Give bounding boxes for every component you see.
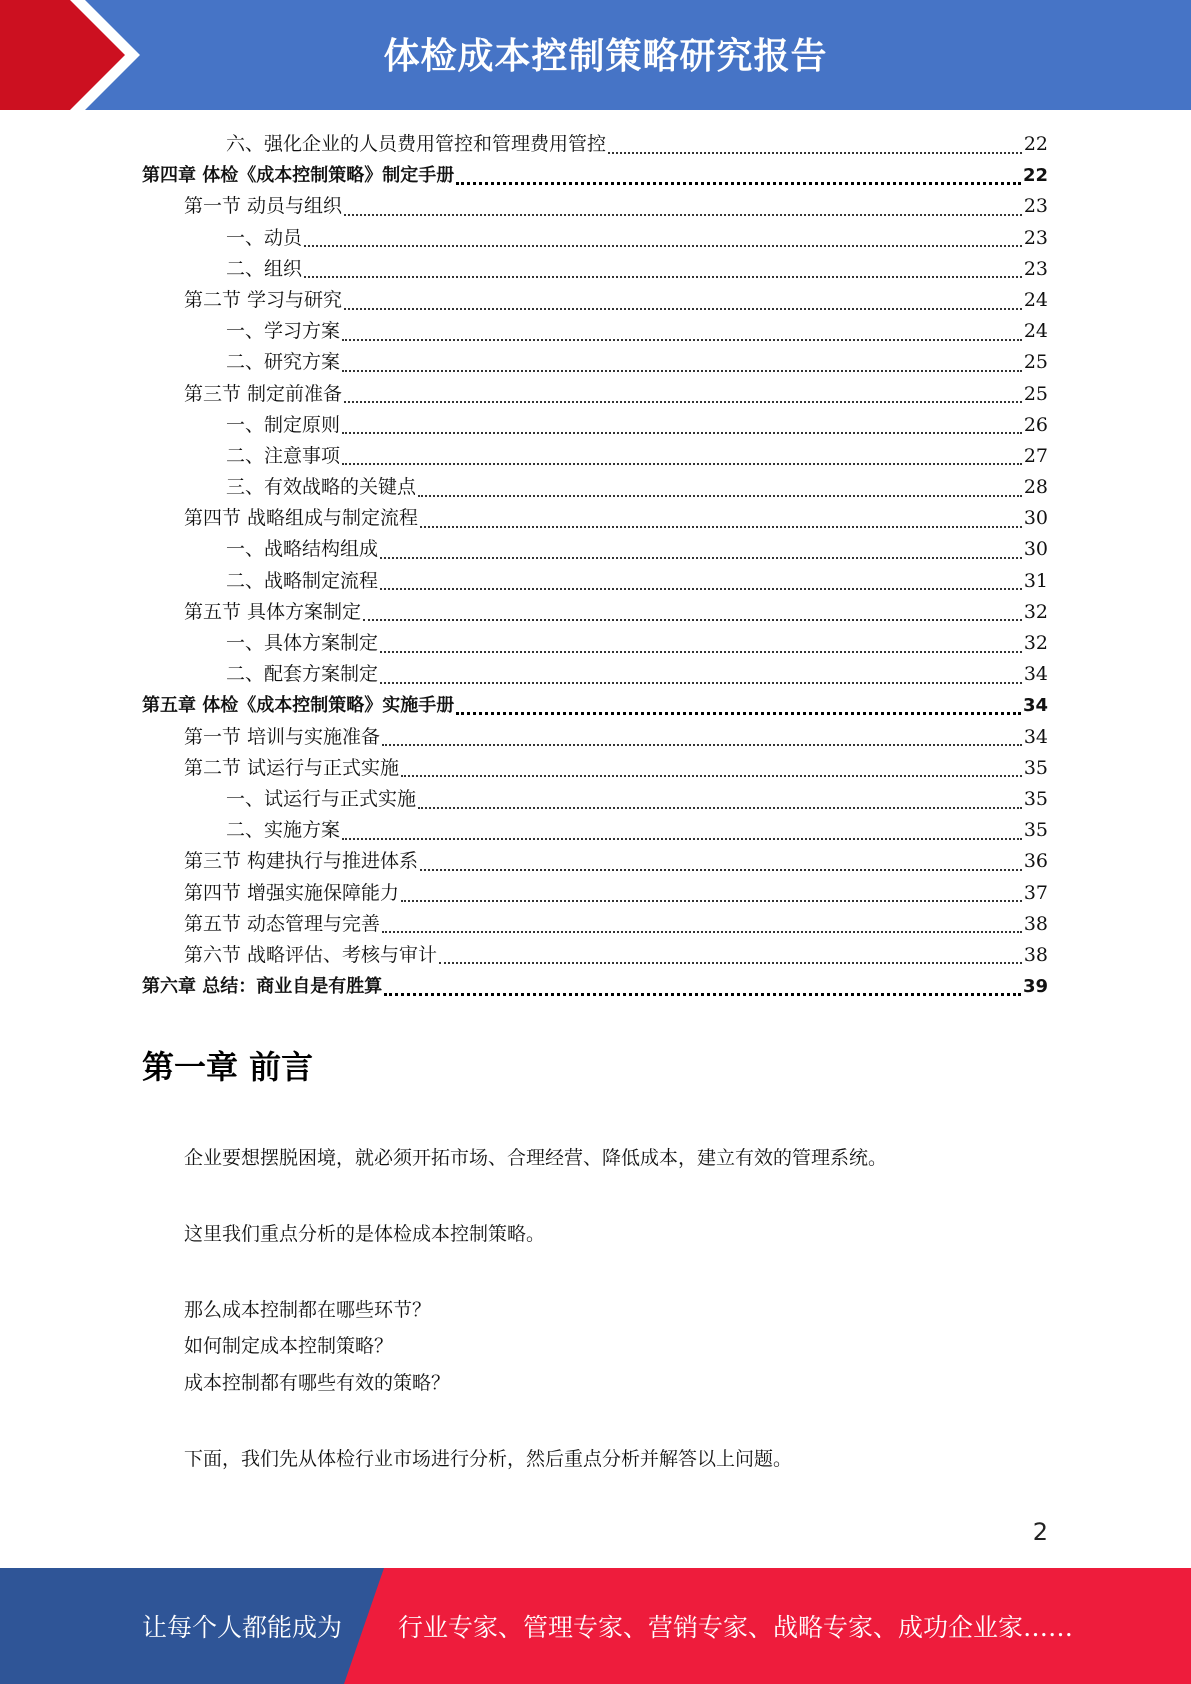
toc-entry-title: 第六章 总结：商业自是有胜算 (142, 976, 383, 998)
page-number: 2 (1032, 1518, 1048, 1546)
toc-entry[interactable] (142, 160, 1048, 191)
toc-entry-page: 24 (1023, 320, 1048, 343)
toc-entry-title: 第五节 具体方案制定 (184, 600, 362, 623)
toc-dot-leader (456, 712, 1021, 715)
toc-dot-leader (418, 495, 1022, 497)
toc-entry[interactable] (142, 690, 1048, 721)
toc-entry[interactable] (142, 223, 1048, 254)
toc-entry-title: 第六节 战略评估、考核与审计 (184, 943, 438, 966)
toc-entry-page: 35 (1023, 787, 1048, 810)
toc-dot-leader (456, 182, 1021, 185)
toc-entry[interactable] (142, 347, 1048, 378)
toc-entry-page: 35 (1023, 756, 1048, 779)
toc-entry-page: 23 (1023, 195, 1048, 218)
toc-entry[interactable] (142, 815, 1048, 846)
paragraph: 这里我们重点分析的是体检成本控制策略。 (184, 1223, 546, 1245)
toc-entry[interactable] (142, 379, 1048, 410)
toc-dot-leader (344, 214, 1022, 216)
toc-entry-title: 二、研究方案 (226, 351, 341, 374)
toc-entry-page: 32 (1023, 600, 1048, 623)
toc-entry[interactable] (142, 971, 1048, 1002)
toc-entry[interactable] (142, 878, 1048, 909)
toc-entry-title: 二、实施方案 (226, 819, 341, 842)
toc-dot-leader (439, 962, 1022, 964)
toc-entry[interactable] (142, 659, 1048, 690)
toc-entry-page: 25 (1023, 382, 1048, 405)
toc-entry-page: 34 (1023, 725, 1048, 748)
toc-dot-leader (382, 744, 1022, 746)
report-title: 体检成本控制策略研究报告 (383, 36, 828, 77)
toc-entry-title: 第三节 制定前准备 (184, 382, 343, 405)
paragraph: 那么成本控制都在哪些环节？ (184, 1299, 432, 1321)
footer-slogan-left: 让每个人都能成为 (142, 1613, 343, 1642)
toc-entry-page: 39 (1022, 976, 1048, 998)
toc-entry-page: 31 (1023, 569, 1048, 592)
toc-dot-leader (363, 619, 1022, 621)
toc-entry-page: 22 (1022, 165, 1048, 187)
toc-entry-page: 38 (1023, 912, 1048, 935)
toc-entry[interactable] (142, 753, 1048, 784)
toc-dot-leader (380, 651, 1022, 653)
toc-entry-page: 37 (1023, 881, 1048, 904)
paragraph: 下面，我们先从体检行业市场进行分析，然后重点分析并解答以上问题。 (184, 1448, 793, 1470)
toc-entry-title: 一、制定原则 (226, 413, 341, 436)
toc-entry-page: 35 (1023, 819, 1048, 842)
toc-dot-leader (342, 339, 1022, 341)
paragraph: 如何制定成本控制策略？ (184, 1335, 394, 1357)
toc-entry[interactable] (142, 846, 1048, 877)
toc-entry-title: 第二节 试运行与正式实施 (184, 756, 400, 779)
toc-entry-title: 第三节 构建执行与推进体系 (184, 850, 419, 873)
toc-dot-leader (401, 775, 1022, 777)
toc-entry[interactable] (142, 410, 1048, 441)
toc-entry-title: 第五章 体检《成本控制策略》实施手册 (142, 695, 455, 717)
toc-entry-title: 二、注意事项 (226, 444, 341, 467)
toc-dot-leader (342, 838, 1022, 840)
toc-entry-title: 一、具体方案制定 (226, 632, 379, 654)
toc-entry[interactable] (142, 628, 1048, 659)
toc-entry-title: 一、战略结构组成 (226, 538, 379, 561)
toc-dot-leader (608, 152, 1022, 154)
toc-dot-leader (384, 993, 1021, 996)
toc-entry-title: 第四节 增强实施保障能力 (184, 881, 400, 904)
toc-entry[interactable] (142, 285, 1048, 316)
toc-entry-title: 二、组织 (226, 257, 303, 280)
toc-entry-page: 27 (1023, 444, 1048, 467)
table-of-contents (142, 129, 1048, 1002)
toc-entry[interactable] (142, 722, 1048, 753)
toc-entry-page: 24 (1023, 288, 1048, 311)
toc-entry[interactable] (142, 254, 1048, 285)
toc-entry[interactable] (142, 316, 1048, 347)
paragraph: 企业要想摆脱困境，就必须开拓市场、合理经营、降低成本，建立有效的管理系统。 (184, 1147, 888, 1169)
page-footer (0, 1568, 1191, 1684)
toc-dot-leader (380, 682, 1022, 684)
toc-entry[interactable] (142, 909, 1048, 940)
toc-entry-page: 23 (1023, 226, 1048, 249)
toc-entry-title: 第一节 培训与实施准备 (184, 725, 381, 748)
toc-entry-title: 一、试运行与正式实施 (226, 787, 417, 810)
footer-slogan-right: 行业专家、管理专家、营销专家、战略专家、成功企业家…… (398, 1613, 1074, 1642)
toc-entry-title: 六、强化企业的人员费用管控和管理费用管控 (226, 133, 607, 155)
toc-dot-leader (342, 463, 1022, 465)
toc-entry-title: 一、学习方案 (226, 320, 341, 343)
toc-entry[interactable] (142, 534, 1048, 565)
toc-entry-title: 第一节 动员与组织 (184, 195, 343, 218)
toc-dot-leader (401, 900, 1022, 902)
toc-dot-leader (420, 526, 1022, 528)
toc-entry-page: 30 (1023, 538, 1048, 561)
toc-dot-leader (418, 807, 1022, 809)
toc-entry[interactable] (142, 191, 1048, 222)
toc-entry[interactable] (142, 441, 1048, 472)
toc-dot-leader (380, 588, 1022, 590)
toc-entry-title: 一、动员 (226, 226, 303, 249)
toc-entry-title: 三、有效战略的关键点 (226, 476, 417, 499)
toc-dot-leader (380, 557, 1022, 559)
toc-entry-title: 二、配套方案制定 (226, 663, 379, 686)
chapter-heading: 第一章 前言 (142, 1048, 314, 1086)
toc-entry-title: 第四节 战略组成与制定流程 (184, 507, 419, 530)
toc-entry[interactable] (142, 597, 1048, 628)
toc-dot-leader (304, 276, 1022, 278)
toc-dot-leader (420, 869, 1022, 871)
toc-dot-leader (342, 370, 1022, 372)
page-header (0, 0, 1191, 110)
toc-entry-title: 二、战略制定流程 (226, 569, 379, 592)
toc-dot-leader (304, 245, 1022, 247)
toc-entry-page: 23 (1023, 257, 1048, 280)
toc-entry-page: 30 (1023, 507, 1048, 530)
toc-entry[interactable] (142, 784, 1048, 815)
toc-entry[interactable] (142, 566, 1048, 597)
toc-dot-leader (382, 931, 1022, 933)
toc-entry[interactable] (142, 940, 1048, 971)
toc-entry-page: 36 (1023, 850, 1048, 873)
toc-entry-title: 第二节 学习与研究 (184, 288, 343, 311)
toc-entry-page: 28 (1023, 476, 1048, 499)
toc-entry-page: 32 (1023, 632, 1048, 654)
toc-entry-title: 第四章 体检《成本控制策略》制定手册 (142, 165, 455, 187)
paragraph: 成本控制都有哪些有效的策略？ (184, 1372, 451, 1394)
toc-dot-leader (344, 308, 1022, 310)
toc-entry-page: 25 (1023, 351, 1048, 374)
toc-entry-page: 34 (1022, 695, 1048, 717)
toc-entry[interactable] (142, 472, 1048, 503)
toc-entry[interactable] (142, 503, 1048, 534)
toc-entry-title: 第五节 动态管理与完善 (184, 912, 381, 935)
toc-entry-page: 26 (1023, 413, 1048, 436)
toc-entry[interactable] (142, 129, 1048, 160)
toc-entry-page: 38 (1023, 943, 1048, 966)
toc-dot-leader (344, 401, 1022, 403)
toc-dot-leader (342, 432, 1022, 434)
toc-entry-page: 34 (1023, 663, 1048, 686)
toc-entry-page: 22 (1023, 133, 1048, 155)
